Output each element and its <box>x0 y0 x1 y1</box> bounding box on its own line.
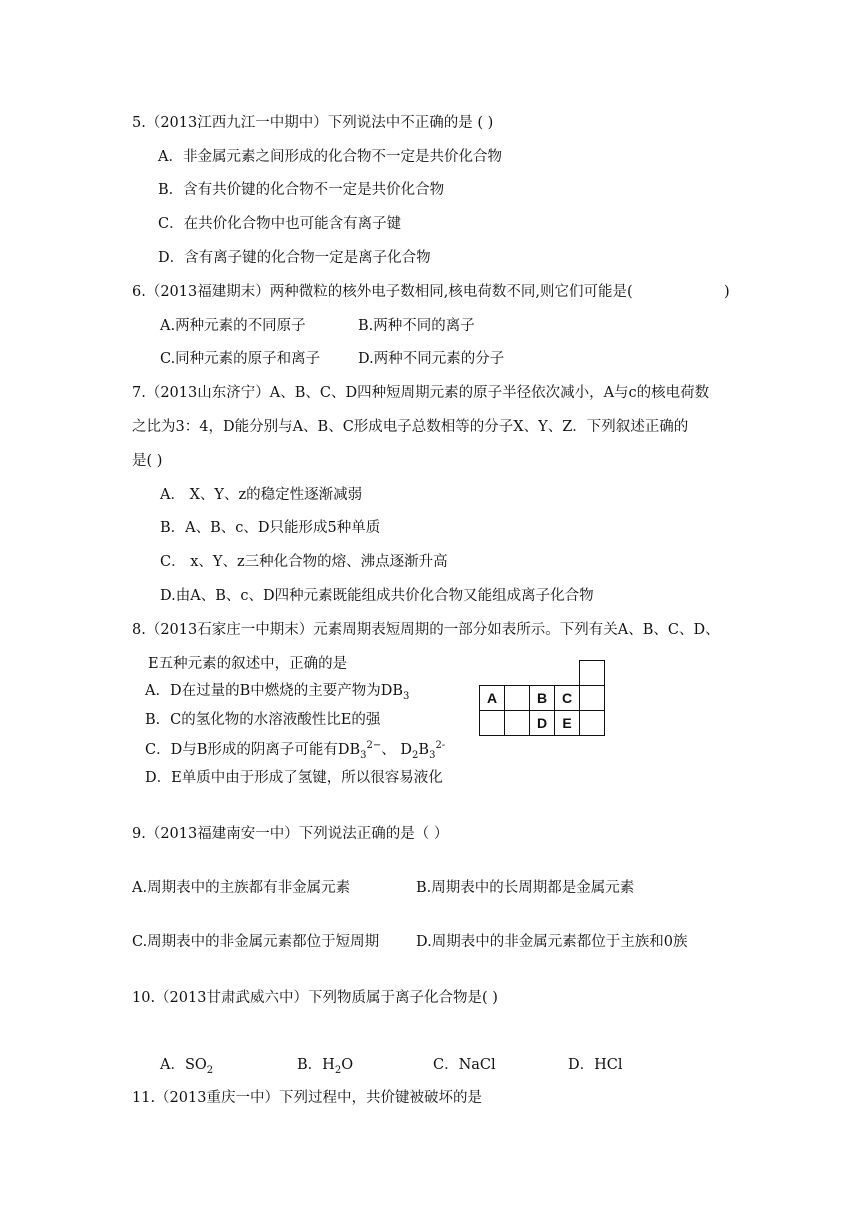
table-cell: E <box>555 711 580 736</box>
q10-option-a-sub: 2 <box>206 1064 214 1076</box>
q7-option-d: D.由A、B、c、D四种元素既能组成共价化合物又能组成离子化合物 <box>160 588 594 604</box>
table-row <box>480 711 605 736</box>
q8-option-c-b: B <box>418 742 430 758</box>
q9-option-c: C.周期表中的非金属元素都位于短周期 <box>132 934 380 950</box>
q10-option-b-suffix: O <box>341 1057 354 1073</box>
table-cell: A <box>480 686 505 711</box>
q10-option-d: D．HCl <box>568 1057 623 1073</box>
periodic-table-fragment <box>479 660 605 736</box>
q7-stem-line3: 是( ) <box>132 453 163 469</box>
table-cell <box>555 661 580 686</box>
q8-option-c-sup2: 2- <box>435 740 446 752</box>
q5-stem: 5.（2013江西九江一中期中）下列说法中不正确的是 ( ) <box>132 115 494 131</box>
q8-option-a-sub: 3 <box>403 690 410 702</box>
q5-option-a: A．非金属元素之间形成的化合物不一定是共价化合物 <box>158 149 502 165</box>
q6-option-d: D.两种不同元素的分子 <box>358 351 505 367</box>
table-cell <box>530 661 555 686</box>
table-cell <box>505 686 530 711</box>
q5-option-b: B．含有共价键的化合物不一定是共价化合物 <box>158 182 445 198</box>
q5-option-d: D．含有离子键的化合物一定是离子化合物 <box>158 250 431 266</box>
q10-option-b <box>297 1055 353 1075</box>
table-cell <box>505 661 530 686</box>
q8-stem-line2: E五种元素的叙述中，正确的是 <box>148 656 348 672</box>
table-cell: B <box>530 686 555 711</box>
q8-option-c-sub3: 3 <box>429 749 436 761</box>
q10-option-b-text: B．H <box>297 1057 335 1073</box>
table-row <box>480 686 605 711</box>
table-cell: D <box>530 711 555 736</box>
q7-stem-line2: 之比为3：4，D能分别与A、B、C形成电子总数相等的分子X、Y、Z．下列叙述正确的 <box>132 419 689 435</box>
q7-stem-line1: 7.（2013山东济宁）A、B、C、D四种短周期元素的原子半径依次减小，A与c的核电荷数 <box>132 385 710 401</box>
q8-option-a <box>145 681 409 701</box>
q10-option-c: C．NaCl <box>433 1057 496 1073</box>
q8-option-c-sup1: 2− <box>366 740 382 752</box>
q6-stem: 6.（2013福建期末）两种微粒的核外电子数相同,核电荷数不同,则它们可能是( <box>132 284 633 300</box>
q10-option-a <box>160 1055 213 1075</box>
q8-option-c-sub1: 3 <box>360 749 367 761</box>
q6-option-b: B.两种不同的离子 <box>358 318 475 334</box>
q11-stem: 11.（2013重庆一中）下列过程中，共价键被破坏的是 <box>132 1090 482 1106</box>
q9-option-d: D.周期表中的非金属元素都位于主族和0族 <box>416 934 688 950</box>
table-cell <box>580 661 605 686</box>
table-cell: C <box>555 686 580 711</box>
q9-option-b: B.周期表中的长周期都是金属元素 <box>416 880 635 896</box>
q6-stem-paren: ) <box>724 284 730 300</box>
table-cell <box>480 711 505 736</box>
q8-option-c-text: C．D与B形成的阴离子可能有DB <box>145 742 361 758</box>
q10-option-b-sub: 2 <box>334 1064 342 1076</box>
q7-option-b: B．A、B、c、D只能形成5种单质 <box>160 520 381 536</box>
q8-option-a-text: A．D在过量的B中燃烧的主要产物为DB <box>145 683 404 699</box>
q8-option-b: B．C的氢化物的水溶液酸性比E的强 <box>145 712 381 728</box>
q7-option-c: C． x、Y、z三种化合物的熔、沸点逐渐升高 <box>160 554 448 570</box>
q7-option-a: A． X、Y、z的稳定性逐渐减弱 <box>160 487 363 503</box>
q9-stem: 9.（2013福建南安一中）下列说法正确的是（ ） <box>132 826 449 842</box>
q6-option-a: A.两种元素的不同原子 <box>160 318 306 334</box>
q6-option-c: C.同种元素的原子和离子 <box>160 351 321 367</box>
table-cell <box>480 661 505 686</box>
q8-option-c-mid: 、 D <box>381 742 413 758</box>
q9-option-a: A.周期表中的主族都有非金属元素 <box>132 880 351 896</box>
q8-option-c-sub2: 2 <box>412 749 419 761</box>
q5-option-c: C．在共价化合物中也可能含有离子键 <box>158 216 402 232</box>
q10-option-a-text: A．SO <box>160 1057 207 1073</box>
q8-option-c <box>145 740 445 760</box>
table-cell <box>505 711 530 736</box>
table-cell <box>580 686 605 711</box>
table-row <box>480 661 605 686</box>
q10-stem: 10.（2013甘肃武威六中）下列物质属于离子化合物是( ) <box>132 990 498 1006</box>
q8-stem-line1: 8.（2013石家庄一中期末）元素周期表短周期的一部分如表所示。下列有关A、B、C、D、 <box>132 622 720 638</box>
table-cell <box>580 711 605 736</box>
q8-option-d: D．E单质中由于形成了氢键，所以很容易液化 <box>145 770 443 786</box>
